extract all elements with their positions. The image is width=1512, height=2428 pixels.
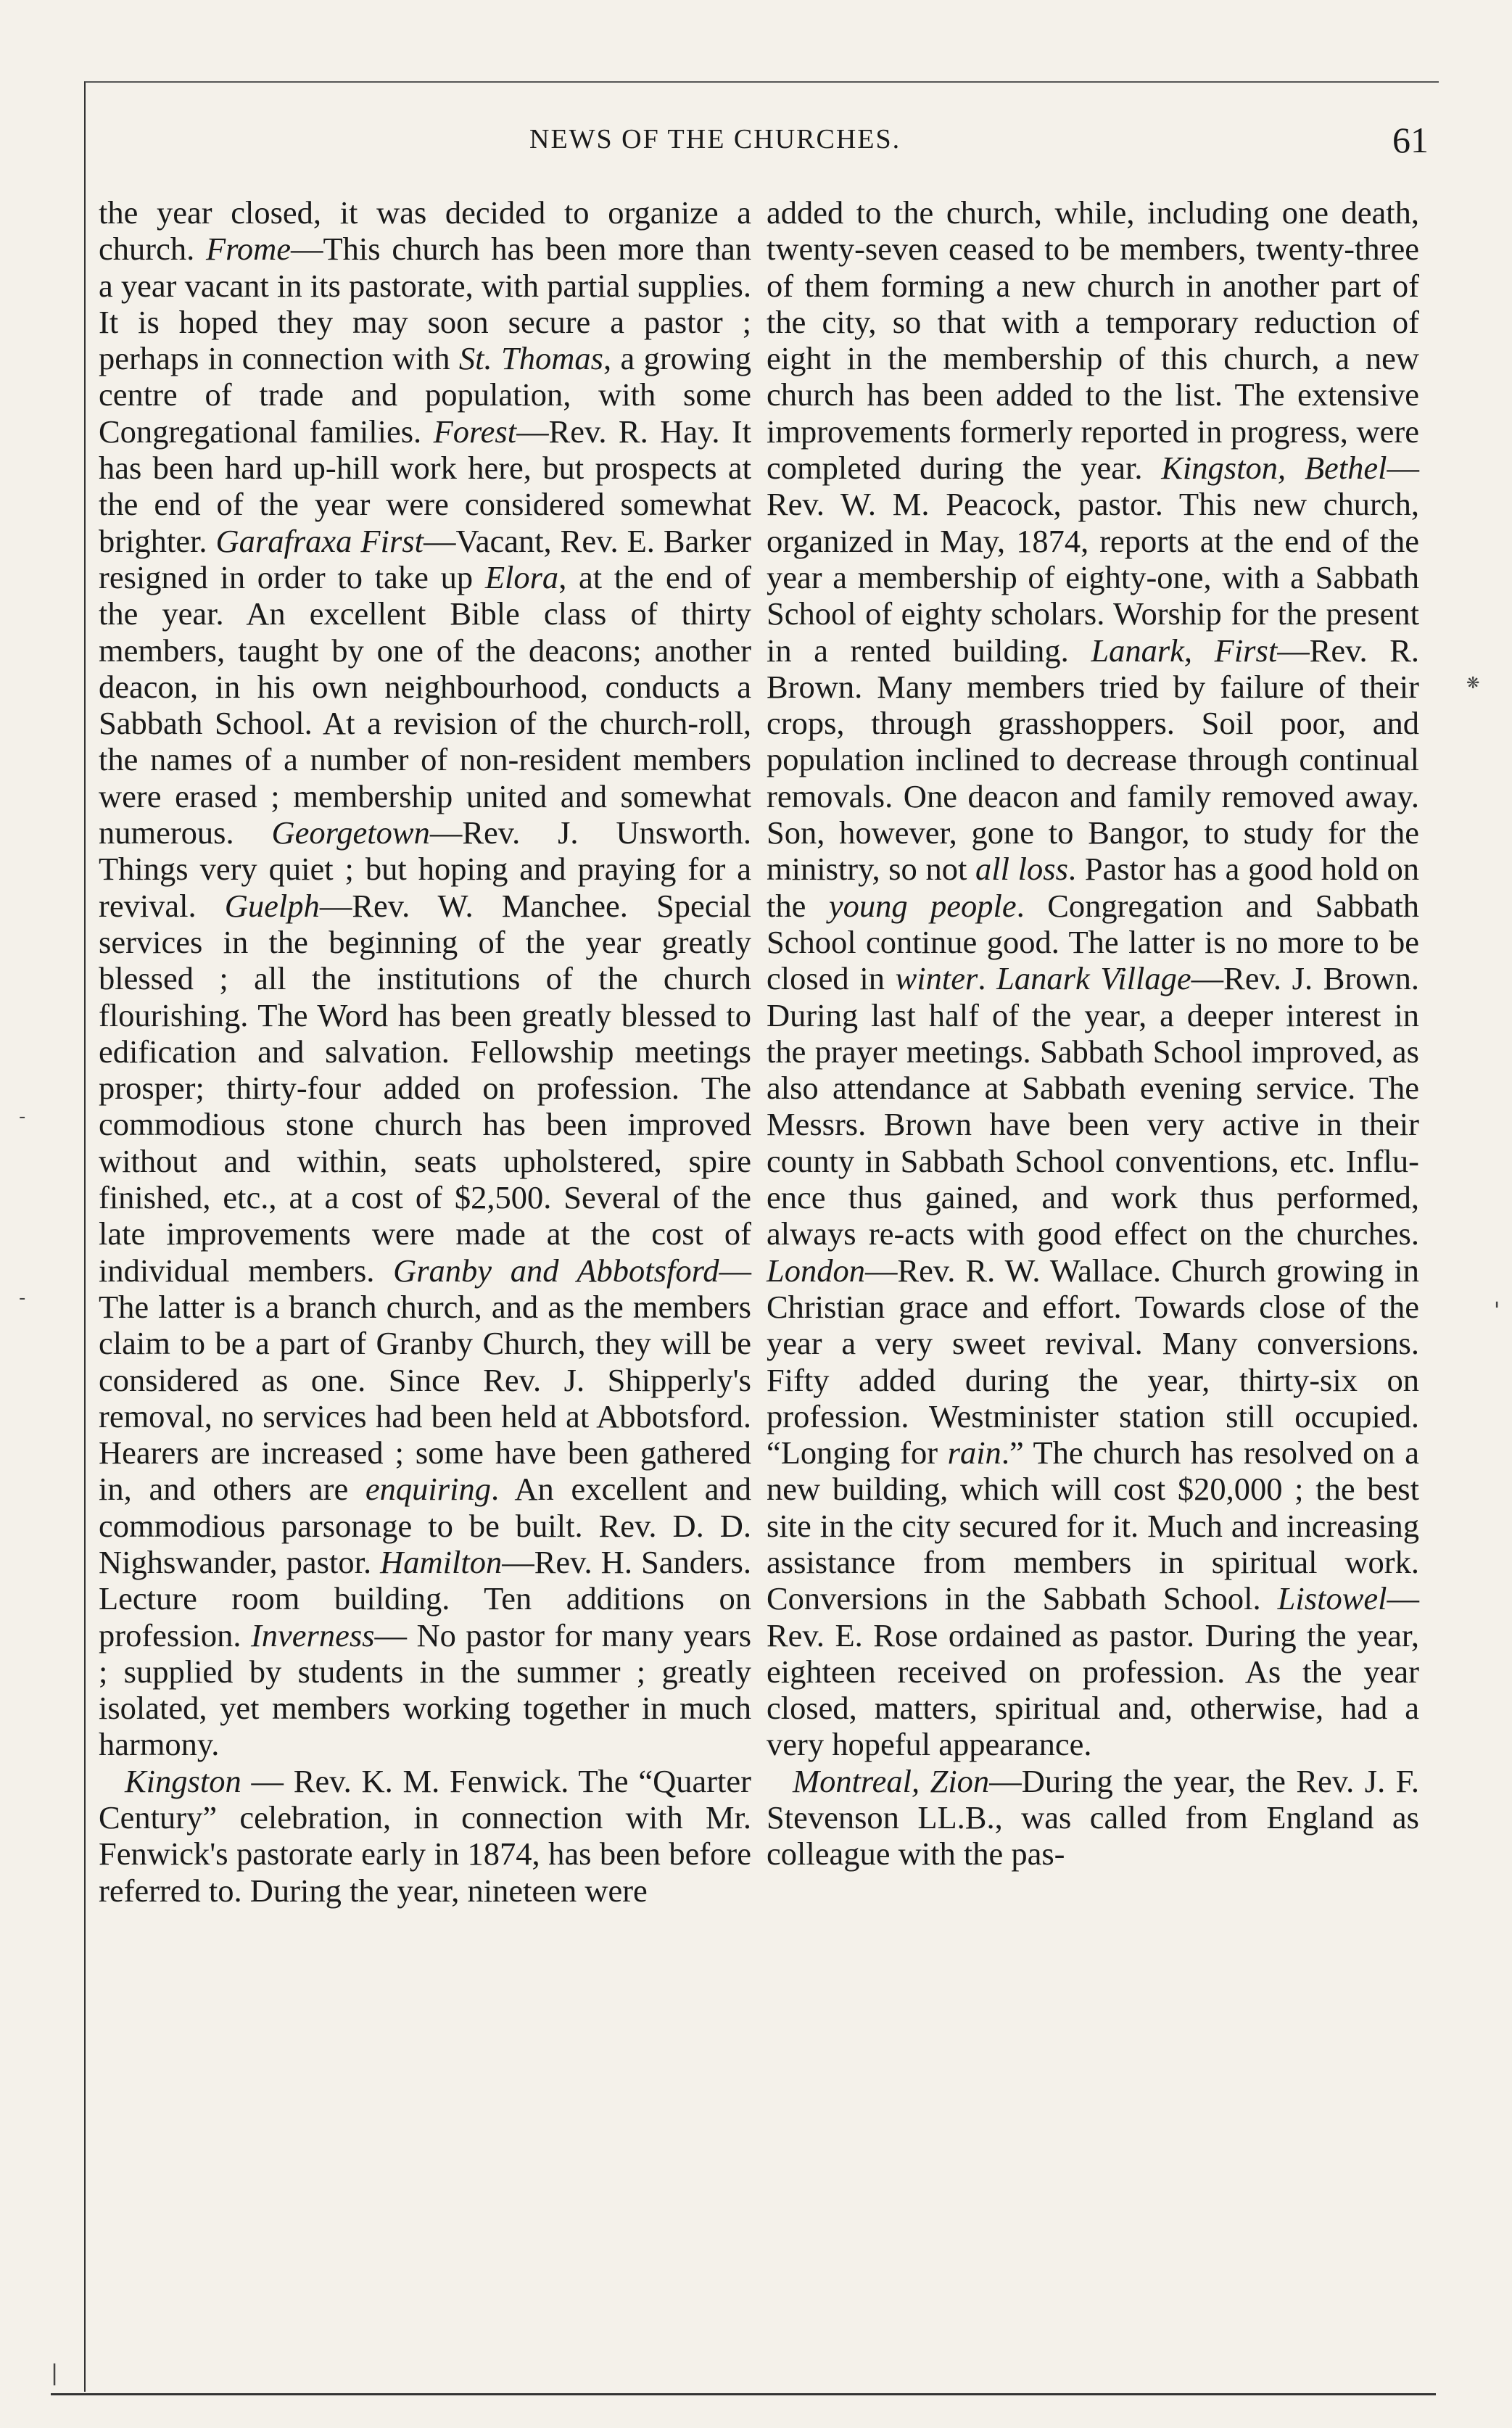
italic-run: Inverness xyxy=(250,1616,375,1653)
italic-run: Kingston, Bethel xyxy=(1161,450,1387,487)
text-run: —Rev. R. W. Wallace. Church growing in Christian grace and effort. Towards close of the year a very sweet revival. Many conversions. Fifty added during the year, thirty-six on profession. Westminister station still occupied. “Longing for xyxy=(767,1252,1419,1471)
italic-run: Garafraxa First xyxy=(215,522,424,559)
italic-run: rain xyxy=(947,1434,1001,1471)
text-run: , at the end of the year. An excellent Bible class of thirty members, taught by one of the deacons; another deacon, in his own neighbourhood, conducts a Sabbath School. At a revision of the church-roll, the names of a number of non-resident members were erased ; membership united and somewhat numerous. xyxy=(99,558,751,851)
italic-run: Frome xyxy=(206,231,291,268)
italic-run: Kingston xyxy=(125,1762,241,1799)
text-run: , a growing centre of trade and population, with some Congregational families. xyxy=(99,340,751,450)
text-run: . Congregation and Sabbath School continue good. The latter is no more to be closed in xyxy=(767,887,1419,997)
italic-run: Forest xyxy=(433,413,517,450)
paragraph xyxy=(99,194,751,1763)
running-head: NEWS OF THE CHURCHES. xyxy=(529,124,901,154)
paragraph xyxy=(767,1763,1419,1872)
text-run: added to the church, while, including one death, twenty-seven ceased to be members, twenty-three of them forming a new church in another part of the city, so that with a temporary reduction of eight in the membership of this church, a new church has been added to the list. The extensive improvements formerly reported in progress, were completed during the year. xyxy=(767,194,1419,487)
text-run: — Rev. K. M. Fenwick. The “Quarter Century” celebration, in connection with Mr. Fenwick's pastorate early in 1874, has been before referred to. During the year, nineteen were xyxy=(99,1762,751,1909)
page-header xyxy=(94,120,1429,174)
italic-run: all loss xyxy=(975,851,1068,888)
italic-run: Hamilton xyxy=(380,1543,503,1580)
margin-mark: - xyxy=(19,1287,26,1309)
page-number: 61 xyxy=(1392,120,1429,160)
right-column xyxy=(767,194,1419,1872)
margin-mark: - xyxy=(19,1106,26,1128)
text-run: — No pastor for many years ; supplied by students in the summer ; greatly isolated, yet members working together in much harmony. xyxy=(99,1616,752,1763)
text-run: —Rev. W. M. Peacock, pastor. This new church, organized in May, 1874, reports at the end of the year a membership of eighty-one, with a Sabbath School of eighty scholars. Worship for the present in a rented building. xyxy=(767,450,1420,669)
italic-run: Georgetown xyxy=(271,814,430,851)
text-run: —Rev. J. Unsworth. Things very quiet ; but hoping and praying for a revival. xyxy=(99,814,751,924)
text-run: . xyxy=(978,960,997,997)
margin-mark: ' xyxy=(1494,1298,1500,1324)
margin-mark: ❋ xyxy=(1466,674,1480,693)
italic-run: London xyxy=(767,1252,865,1289)
text-run: —Rev. H. Sanders. Lecture room building. Ten additions on profession. xyxy=(99,1543,751,1653)
italic-run: Lanark Village xyxy=(996,960,1191,997)
page-bottom-rule xyxy=(51,2393,1436,2395)
italic-run: Elora xyxy=(484,558,559,595)
italic-run: young people xyxy=(828,887,1017,924)
text-run: —During the year, the Rev. J. F. Stevenson LL.B., was called from England as colleague with the pas- xyxy=(767,1762,1419,1872)
italic-run: winter xyxy=(895,960,978,997)
text-run: —Vacant, Rev. E. Barker resigned in order to take up xyxy=(99,522,751,595)
text-run: . An excellent and commodious parsonage to be built. Rev. D. D. Nighswander, pastor. xyxy=(99,1471,752,1580)
italic-run: St. Thomas xyxy=(458,340,604,377)
paragraph xyxy=(99,1763,751,1909)
text-run: —Rev. R. Brown. Many members tried by failure of their crops, through grasshoppers. Soil poor, and population inclined to decrease through continual removals. One deacon and family removed away. Son, however, gone to Bangor, to study for the ministry, so not xyxy=(767,632,1419,888)
italic-run: enquiring xyxy=(365,1471,491,1508)
italic-run: Granby and Abbotsford xyxy=(393,1252,719,1289)
text-run: the year closed, it was decided to organize a church. xyxy=(99,194,751,268)
text-run: —Rev. R. Hay. It has been hard up-hill work here, but prospects at the end of the year were considered somewhat brighter. xyxy=(99,413,751,559)
text-run: —Rev. E. Rose ordained as pastor. During the year, eighteen received on profession. As the year closed, matters, spiritual and, otherwise, had a very hopeful appearance. xyxy=(767,1580,1419,1763)
italic-run: Montreal, Zion xyxy=(793,1762,990,1799)
text-run: .” The church has resolved on a new building, which will cost $20,000 ; the best site in the city secured for it. Much and increasing assistance from members in spiritual work. Conversions in the Sabbath School. xyxy=(767,1434,1420,1617)
margin-mark: | xyxy=(51,2361,59,2386)
italic-run: Listowel xyxy=(1277,1580,1387,1617)
text-run: . Pastor has a good hold on the xyxy=(767,851,1419,924)
text-run: —This church has been more than a year vacant in its pastorate, with partial supplies. It is hoped they may soon secure a pastor ; perhaps in connection with xyxy=(99,231,751,377)
italic-run: Guelph xyxy=(224,887,320,924)
text-run: —Rev. J. Brown. During last half of the year, a deeper interest in the prayer meetings. Sabbath School improved, as also attendance at Sabbath evening service. The Messrs. Brown have been very active in their county in Sabbath School conventions, etc. Influence thus gained, and work thus performed, always re-acts with good effect on the churches. xyxy=(767,960,1420,1252)
text-run: —Rev. W. Manchee. Special services in the beginning of the year greatly blessed ; all the institutions of the church flourishing. The Word has been greatly blessed to edification and salvation. Fellowship meetings prosper; thirty-four added on profession. The commodious stone church has been improved without and within, seats upholstered, spire finished, etc., at a cost of $2,500. Several of the late improvements were made at the cost of individual members. xyxy=(99,887,751,1289)
paragraph xyxy=(767,194,1419,1763)
text-run: —The latter is a branch church, and as the members claim to be a part of Granby Church, they will be considered as one. Since Rev. J. Shipperly's removal, no services had been held at Abbotsford. Hearers are increased ; some have been gathered in, and others are xyxy=(99,1252,751,1508)
italic-run: Lanark, First xyxy=(1091,632,1278,669)
left-column xyxy=(99,194,751,1909)
